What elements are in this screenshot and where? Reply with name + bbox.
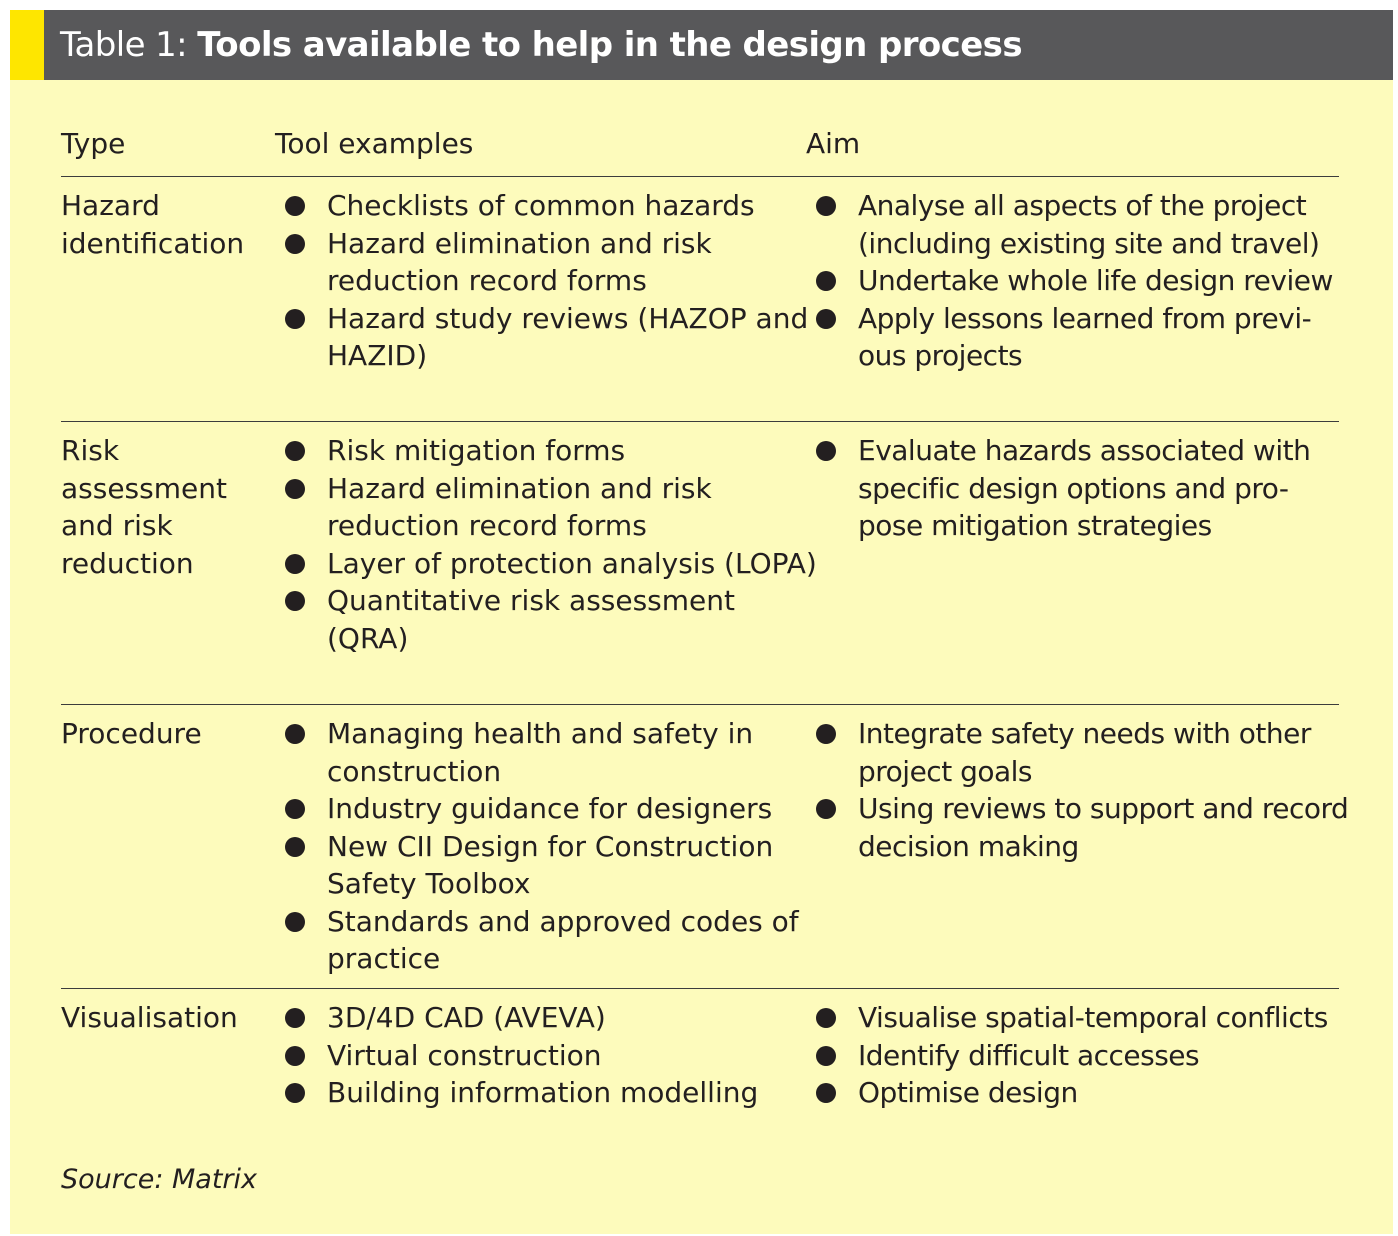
header-divider	[61, 176, 1339, 177]
bullet-icon	[285, 234, 305, 254]
bullet-icon	[816, 196, 836, 216]
row-divider	[61, 988, 1339, 989]
bullet-icon	[816, 724, 836, 744]
list-item: Building information modelling	[281, 1074, 821, 1112]
row-4-aims-list	[812, 999, 1352, 1112]
row-2-aims-list	[812, 432, 1352, 545]
bullet-icon	[285, 837, 305, 857]
bullet-icon	[285, 554, 305, 574]
list-item: New CII Design for Construction Safety Toolbox	[281, 828, 821, 903]
table-title	[60, 23, 1022, 67]
bullet-icon	[285, 724, 305, 744]
row-3-tools-list	[281, 715, 821, 978]
title-accent-bar	[10, 10, 44, 80]
list-item: Apply lessons learned from previ-ous projects	[812, 300, 1352, 375]
bullet-icon	[285, 1083, 305, 1103]
row-1-tools-list	[281, 187, 821, 375]
row-type-visualisation: Visualisation	[61, 1001, 238, 1034]
bullet-icon	[285, 1008, 305, 1028]
row-2-tools-list	[281, 432, 821, 657]
row-type-risk-assessment: Risk assessment and risk reduction	[61, 434, 227, 580]
bullet-icon	[285, 479, 305, 499]
bullet-icon	[816, 799, 836, 819]
header-aim: Aim	[806, 127, 861, 160]
bullet-icon	[285, 309, 305, 329]
bullet-icon	[285, 1046, 305, 1066]
bullet-icon	[285, 591, 305, 611]
header-type: Type	[61, 127, 126, 160]
table-caption: Tools available to help in the design process	[197, 25, 1022, 65]
bullet-icon	[285, 196, 305, 216]
list-item: Optimise design	[812, 1074, 1352, 1112]
list-item: Analyse all aspects of the project (including existing site and travel)	[812, 187, 1352, 262]
bullet-icon	[816, 1083, 836, 1103]
row-type-procedure: Procedure	[61, 717, 202, 750]
list-item: Visualise spatial-temporal conflicts	[812, 999, 1352, 1037]
bullet-icon	[816, 1046, 836, 1066]
row-1-aims-list	[812, 187, 1352, 375]
list-item: Industry guidance for designers	[281, 790, 821, 828]
source-note: Source: Matrix	[61, 1164, 258, 1195]
list-item: Hazard elimination and risk reduction record forms	[281, 225, 821, 300]
row-divider	[61, 421, 1339, 422]
row-type-hazard-identification: Hazard identification	[61, 189, 245, 260]
list-item: Hazard study reviews (HAZOP and HAZID)	[281, 300, 821, 375]
header-tool-examples: Tool examples	[275, 127, 474, 160]
bullet-icon	[816, 1008, 836, 1028]
table-number: Table 1:	[60, 25, 198, 65]
list-item: Risk mitigation forms	[281, 432, 821, 470]
row-4-tools-list	[281, 999, 821, 1112]
bullet-icon	[285, 441, 305, 461]
row-3-aims-list	[812, 715, 1352, 865]
list-item: Layer of protection analysis (LOPA)	[281, 545, 821, 583]
list-item: Integrate safety needs with other project goals	[812, 715, 1352, 790]
list-item: Virtual construction	[281, 1037, 821, 1075]
title-bar	[10, 10, 1393, 80]
row-divider	[61, 704, 1339, 705]
bullet-icon	[285, 912, 305, 932]
list-item: Identify difficult accesses	[812, 1037, 1352, 1075]
list-item: Undertake whole life design review	[812, 262, 1352, 300]
bullet-icon	[816, 309, 836, 329]
list-item: Hazard elimination and risk reduction record forms	[281, 470, 821, 545]
table-panel	[10, 10, 1393, 1234]
list-item: Managing health and safety in construction	[281, 715, 821, 790]
list-item: Quantitative risk assessment (QRA)	[281, 582, 821, 657]
bullet-icon	[285, 799, 305, 819]
bullet-icon	[816, 271, 836, 291]
bullet-icon	[816, 441, 836, 461]
list-item: Standards and approved codes of practice	[281, 903, 821, 978]
list-item: Evaluate hazards associated with specific design options and pro-pose mitigation strategies	[812, 432, 1352, 545]
list-item: Checklists of common hazards	[281, 187, 821, 225]
list-item: Using reviews to support and record decision making	[812, 790, 1352, 865]
list-item: 3D/4D CAD (AVEVA)	[281, 999, 821, 1037]
